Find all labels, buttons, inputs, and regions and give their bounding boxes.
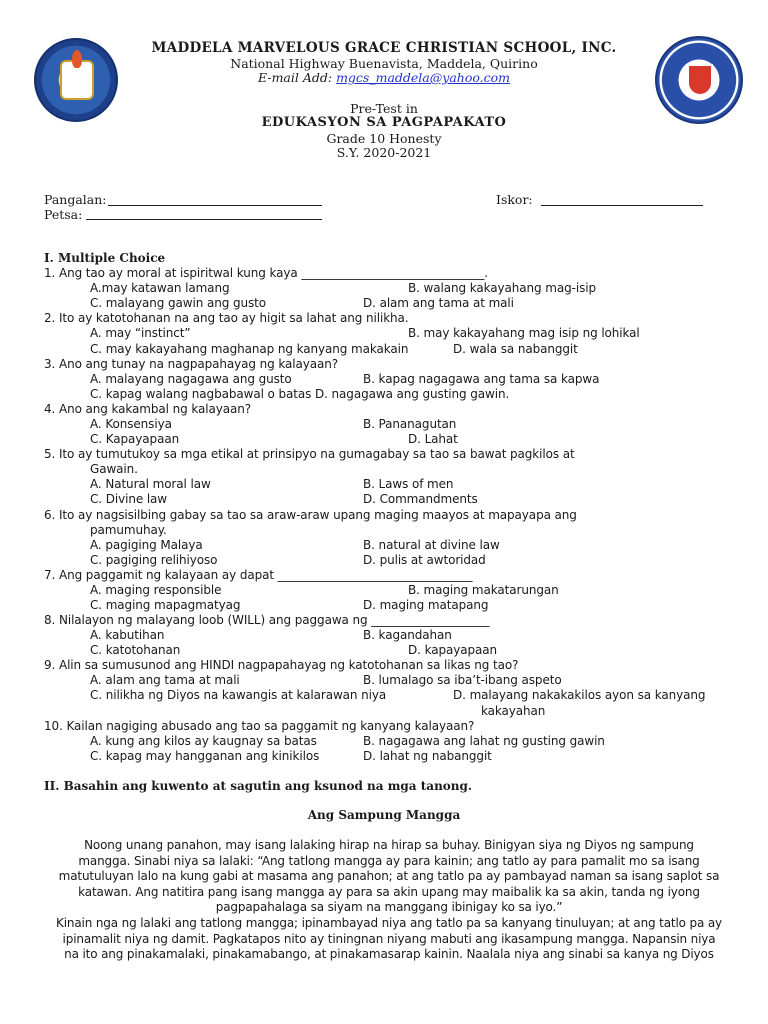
- question-5: 5. Ito ay tumutukoy sa mga etikal at prinsipyo na gumagabay sa tao sa bawat pagkilos at: [44, 447, 575, 461]
- q5-choice-a: A. Natural moral law: [90, 477, 211, 491]
- q6-choice-a: A. pagiging Malaya: [90, 538, 203, 552]
- school-address: National Highway Buenavista, Maddela, Quirino: [230, 56, 538, 71]
- question-7: 7. Ang paggamit ng kalayaan ay dapat _________________________________: [44, 568, 473, 582]
- q2-choice-a: A. may “instinct”: [90, 326, 191, 340]
- q9-choice-d: D. malayang nakakakilos ayon sa kanyang: [453, 688, 706, 702]
- section-reading-title: II. Basahin ang kuwento at sagutin ang ksunod na mga tanong.: [44, 779, 473, 793]
- question-4: 4. Ano ang kakambal ng kalayaan?: [44, 402, 252, 416]
- name-label: Pangalan:: [44, 192, 107, 207]
- q1-choice-d: D. alam ang tama at mali: [363, 296, 514, 310]
- q5-choice-b: B. Laws of men: [363, 477, 454, 491]
- q8-choice-b: B. kagandahan: [363, 628, 452, 642]
- q6-choice-c: C. pagiging relihiyoso: [90, 553, 218, 567]
- subject-title: EDUKASYON SA PAGPAPAKATO: [261, 115, 507, 130]
- question-10: 10. Kailan nagiging abusado ang tao sa paggamit ng kanyang kalayaan?: [44, 719, 475, 733]
- email-link[interactable]: mgcs_maddela@yahoo.com: [336, 70, 511, 85]
- story-p2-line-2: ipinamalit niya ng damit. Pagkatapos nito ay tiningnan niyang mabuti ang ikasampung mangga. Napansin niya: [62, 931, 716, 946]
- story-paragraph-1: [44, 838, 734, 916]
- q9-choice-a: A. alam ang tama at mali: [90, 673, 240, 687]
- story-paragraph-2: [44, 916, 734, 963]
- q4-choice-c: C. Kapayapaan: [90, 432, 180, 446]
- q7-choice-c: C. maging mapagmatyag: [90, 598, 241, 612]
- q9-choice-b: B. lumalago sa iba’t-ibang aspeto: [363, 673, 562, 687]
- q10-choice-c: C. kapag may hangganan ang kinikilos: [90, 749, 320, 763]
- q6-choice-b: B. natural at divine law: [363, 538, 500, 552]
- test-type: Pre-Test in: [350, 101, 418, 116]
- q9-choice-d-cont: kakayahan: [481, 704, 546, 718]
- question-5-cont: Gawain.: [90, 462, 138, 476]
- story-p1-line-3: matutuluyan lalo na kung gabi at masama ang panahon; at ang tatlo pa ay pambayad naman sa isang saplot sa: [58, 869, 720, 884]
- q3-choice-cd: C. kapag walang nagbabawal o batas D. nagagawa ang gusting gawin.: [90, 387, 510, 401]
- q1-choice-b: B. walang kakayahang mag-isip: [408, 281, 597, 295]
- q8-choice-c: C. katotohanan: [90, 643, 181, 657]
- name-field[interactable]: [108, 205, 322, 206]
- story-p1-line-2: mangga. Sinabi niya sa lalaki: “Ang tatlong mangga ay para kainin; ang tatlo ay para pamalit mo sa isang: [78, 853, 700, 868]
- story-title: Ang Sampung Mangga: [307, 808, 461, 822]
- question-8: 8. Nilalayon ng malayang loob (WILL) ang paggawa ng ____________________: [44, 613, 490, 627]
- question-1: 1. Ang tao ay moral at ispiritwal kung kaya _______________________________.: [44, 266, 488, 280]
- story-p2-line-3: na ito ang pinakamalaki, pinakamabango, at pinakamasarap kainin. Naalala niya ang sinabi sa kanya ng Diyos: [64, 947, 714, 962]
- school-email: [0, 70, 768, 85]
- q8-choice-d: D. kapayapaan: [408, 643, 498, 657]
- section-multiple-choice-title: I. Multiple Choice: [44, 251, 166, 265]
- date-label: Petsa:: [44, 207, 83, 222]
- q10-choice-b: B. nagagawa ang lahat ng gusting gawin: [363, 734, 605, 748]
- story-p2-line-1: Kinain nga ng lalaki ang tatlong mangga; ipinambayad niya ang tatlo pa sa kanyang tinuluyan; at ang tatlo pa ay: [55, 916, 723, 930]
- story-p1-line-5: pagpapahalaga sa siyam na manggang ibinigay ko sa iyo.”: [215, 900, 563, 915]
- q7-choice-d: D. maging matapang: [363, 598, 489, 612]
- score-field[interactable]: [541, 205, 703, 206]
- q7-choice-b: B. maging makatarungan: [408, 583, 559, 597]
- grade-level: Grade 10 Honesty: [326, 131, 442, 146]
- school-year: S.Y. 2020-2021: [336, 145, 432, 160]
- q4-choice-b: B. Pananagutan: [363, 417, 457, 431]
- q10-choice-d: D. lahat ng nabanggit: [363, 749, 492, 763]
- q3-choice-b: B. kapag nagagawa ang tama sa kapwa: [363, 372, 600, 386]
- q2-choice-d: D. wala sa nabanggit: [453, 342, 578, 356]
- school-name: MADDELA MARVELOUS GRACE CHRISTIAN SCHOOL, INC.: [151, 40, 617, 56]
- q5-choice-d: D. Commandments: [363, 492, 478, 506]
- q7-choice-a: A. maging responsible: [90, 583, 222, 597]
- question-2: 2. Ito ay katotohanan na ang tao ay higit sa lahat ang nilikha.: [44, 311, 409, 325]
- question-6: 6. Ito ay nagsisilbing gabay sa tao sa araw-araw upang maging maayos at mapayapa ang: [44, 508, 577, 522]
- q9-choice-c: C. nilikha ng Diyos na kawangis at kalarawan niya: [90, 688, 387, 702]
- q6-choice-d: D. pulis at awtoridad: [363, 553, 486, 567]
- story-p1-line-4: katawan. Ang natitira pang isang mangga ay para sa akin upang may maibalik ka sa akin, tanda ng iyong: [78, 884, 700, 899]
- q2-choice-c: C. may kakayahang maghanap ng kanyang makakain: [90, 342, 409, 356]
- q4-choice-a: A. Konsensiya: [90, 417, 172, 431]
- q1-choice-a: A.may katawan lamang: [90, 281, 230, 295]
- q8-choice-a: A. kabutihan: [90, 628, 165, 642]
- question-3: 3. Ano ang tunay na nagpapahayag ng kalayaan?: [44, 357, 339, 371]
- q10-choice-a: A. kung ang kilos ay kaugnay sa batas: [90, 734, 317, 748]
- q3-choice-a: A. malayang nagagawa ang gusto: [90, 372, 292, 386]
- date-field[interactable]: [86, 219, 322, 220]
- q1-choice-c: C. malayang gawin ang gusto: [90, 296, 266, 310]
- q5-choice-c: C. Divine law: [90, 492, 168, 506]
- email-label: E-mail Add:: [257, 70, 333, 85]
- question-9: 9. Alin sa sumusunod ang HINDI nagpapahayag ng katotohanan sa likas ng tao?: [44, 658, 519, 672]
- score-label: Iskor:: [496, 192, 533, 207]
- q4-choice-d: D. Lahat: [408, 432, 458, 446]
- story-p1-line-1: Noong unang panahon, may isang lalaking hirap na hirap sa buhay. Binigyan siya ng Diyos ng sampung: [84, 838, 694, 852]
- question-6-cont: pamumuhay.: [90, 523, 167, 537]
- q2-choice-b: B. may kakayahang mag isip ng lohikal: [408, 326, 640, 340]
